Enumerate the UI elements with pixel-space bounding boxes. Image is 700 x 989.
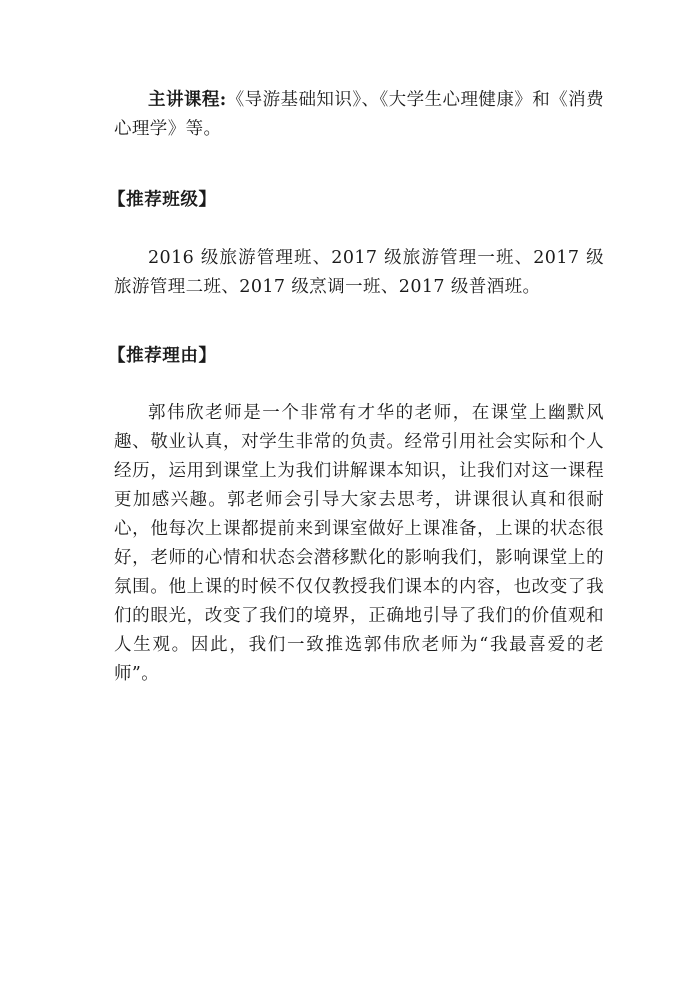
course-paragraph: [114, 86, 604, 144]
recommended-classes-paragraph: 2016 级旅游管理班、2017 级旅游管理一班、2017 级旅游管理二班、2017 级烹调一班、2017 级普酒班。: [114, 248, 604, 297]
recommendation-reason-paragraph: 郭伟欣老师是一个非常有才华的老师，在课堂上幽默风趣、敬业认真，对学生非常的负责。经常引用社会实际和个人经历，运用到课堂上为我们讲解课本知识，让我们对这一课程更加感兴趣。郭老师会引导大家去思考，讲课很认真和很耐心，他每次上课都提前来到课室做好上课准备，上课的状态很好，老师的心情和状态会潜移默化的影响我们，影响课堂上的氛围。他上课的时候不仅仅教授我们课本的内容，也改变了我们的眼光，改变了我们的境界，正确地引导了我们的价值观和人生观。因此，我们一致推选郭伟欣老师为“我最喜爱的老师”。: [114, 403, 604, 684]
course-label: 主讲课程:: [148, 90, 227, 110]
recommended-classes-heading: 【推荐班级】: [108, 190, 217, 210]
recommendation-reason-heading: 【推荐理由】: [108, 346, 217, 366]
course-text: 《导游基础知识》、《大学生心理健康》和《消费心理学》等。: [114, 90, 604, 139]
